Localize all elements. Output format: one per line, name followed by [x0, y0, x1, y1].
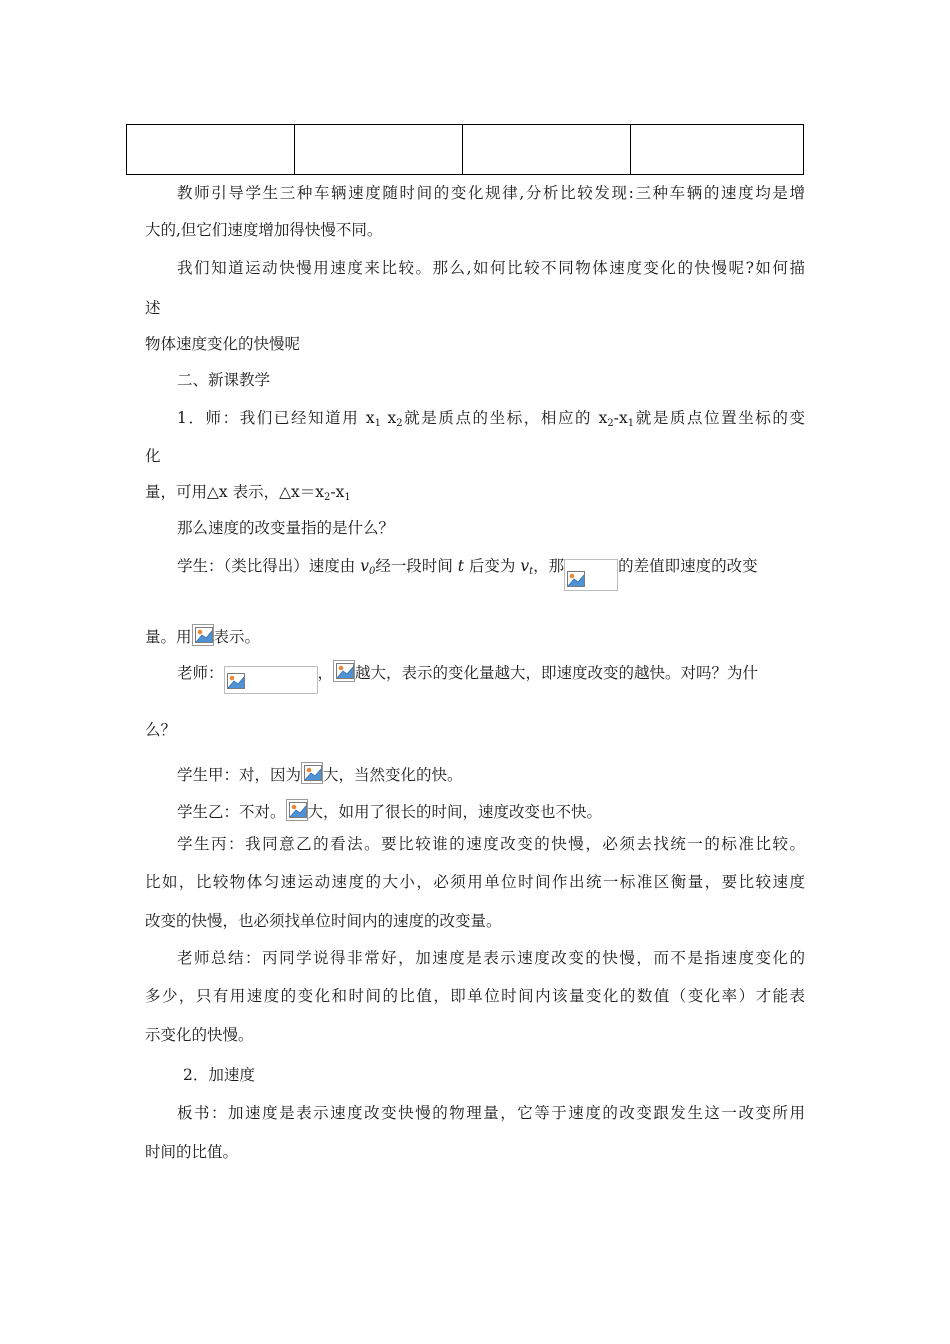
paragraph-line: 我们知道运动快慢用速度来比较。那么,如何比较不同物体速度变化的快慢呢?如何描: [177, 259, 805, 277]
text-run: x: [380, 409, 397, 427]
paragraph-line: 那么速度的改变量指的是什么？: [177, 519, 395, 537]
text-run: 经一段时间: [375, 557, 458, 575]
text-run: 量，可用△x 表示，△x＝x: [145, 483, 324, 501]
math-var: t: [457, 557, 464, 575]
table-cell: [463, 125, 631, 175]
paragraph-line: [145, 482, 351, 508]
paragraph-line: [177, 556, 758, 591]
paragraph-line: 教师引导学生三种车辆速度随时间的变化规律,分析比较发现:三种车辆的速度均是增: [177, 184, 805, 202]
subscript: 2: [607, 418, 614, 429]
table-row: [127, 125, 804, 175]
broken-image-icon: [286, 799, 308, 821]
empty-table: [126, 124, 804, 175]
subscript: 1: [627, 418, 635, 429]
text-run: 的差值即速度的改变: [618, 557, 758, 575]
broken-image-icon: [333, 660, 355, 682]
table-cell: [127, 125, 295, 175]
subscript: 2: [324, 492, 331, 503]
paragraph-line: 改变的快慢，也必须找单位时间内的速度的改变量。: [145, 912, 502, 930]
paragraph-line: 时间的比值。: [145, 1143, 239, 1161]
text-run: 大，如用了很长的时间，速度改变也不快。: [307, 803, 603, 821]
table-cell: [295, 125, 463, 175]
text-run: -x: [330, 483, 345, 501]
paragraph-line: [177, 799, 602, 822]
paragraph-line: 物体速度变化的快慢呢: [145, 335, 301, 353]
paragraph-line: 学生丙：我同意乙的看法。要比较谁的速度改变的快慢，必须去找统一的标准比较。: [177, 835, 805, 853]
broken-image-icon: [564, 559, 618, 591]
paragraph-line: [177, 660, 758, 694]
broken-image-icon: [224, 666, 318, 694]
text-run: 就是质点位置坐标的变: [634, 409, 806, 427]
paragraph-line: 化: [145, 447, 161, 465]
paragraph-line: 大的,但它们速度增加得快慢不同。: [145, 221, 383, 239]
math-var: v: [520, 557, 530, 575]
math-var: v: [360, 557, 369, 575]
section-heading: 2．加速度: [183, 1066, 255, 1084]
subscript: 2: [396, 418, 403, 429]
text-run: ，: [317, 664, 334, 682]
text-run: 1．师：我们已经知道用 x: [177, 409, 375, 427]
text-run: 大，当然变化的快。: [323, 766, 463, 784]
paragraph-line: 老师总结：丙同学说得非常好，加速度是表示速度改变的快慢，而不是指速度变化的: [177, 949, 805, 967]
paragraph-line: 多少，只有用速度的变化和时间的比值，即单位时间内该量变化的数值（变化率）才能表: [145, 987, 805, 1005]
text-run: 学生甲：对，因为: [177, 766, 302, 784]
text-run: 就是质点的坐标，相应的 x: [402, 409, 608, 427]
paragraph-line: 板书：加速度是表示速度改变快慢的物理量，它等于速度的改变跟发生这一改变所用: [177, 1104, 805, 1122]
paragraph-line: 示变化的快慢。: [145, 1026, 254, 1044]
section-heading: 二、新课教学: [177, 371, 271, 389]
text-run: 后变为: [464, 557, 521, 575]
paragraph-line: 述: [145, 299, 161, 317]
text-run: 量。用: [145, 628, 192, 646]
broken-image-icon: [192, 624, 214, 646]
subscript: 1: [344, 492, 351, 503]
table-cell: [631, 125, 804, 175]
paragraph-line: [145, 624, 260, 647]
subscript: t: [529, 566, 534, 577]
text-run: 学生：（类比得出）速度由: [177, 557, 361, 575]
broken-image-icon: [301, 762, 323, 784]
text-run: 老师：: [177, 664, 224, 682]
text-run: ，那: [533, 557, 565, 575]
text-run: 表示。: [213, 628, 261, 646]
subscript: 1: [374, 418, 381, 429]
text-run: 学生乙：不对。: [177, 803, 286, 821]
text-run: 越大，表示的变化量越大，即速度改变的越快。对吗？为什: [355, 664, 759, 682]
paragraph-line: 比如，比较物体匀速运动速度的大小，必须用单位时间作出统一标准区衡量，要比较速度: [145, 873, 805, 891]
subscript: 0: [368, 566, 376, 577]
paragraph-line: 么？: [145, 721, 177, 739]
text-run: -x: [613, 409, 628, 427]
paragraph-line: [177, 408, 805, 434]
paragraph-line: [177, 762, 463, 785]
